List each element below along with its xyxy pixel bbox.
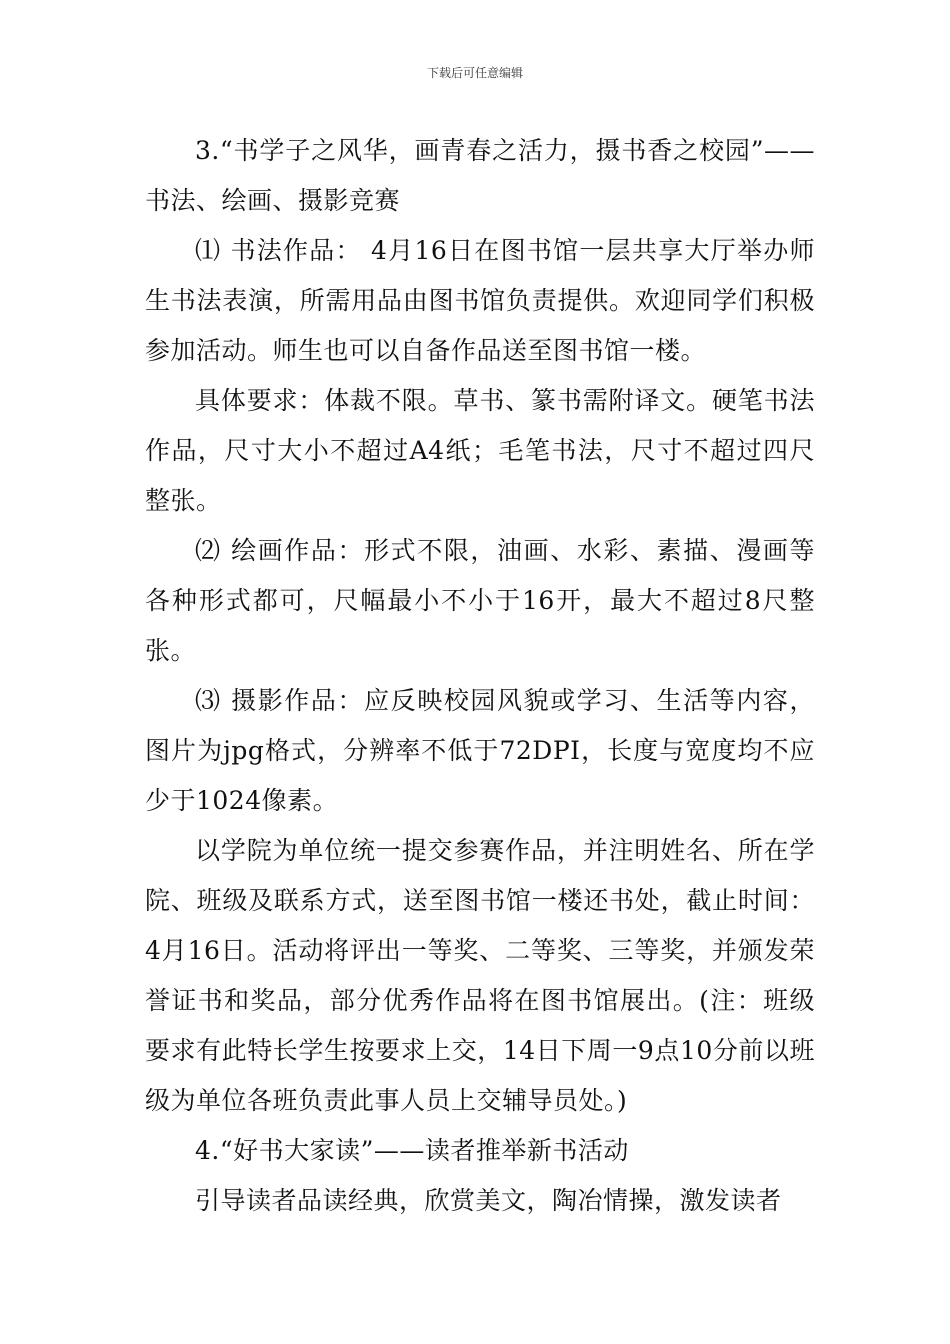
section-3-heading: 3.“书学子之风华，画青春之活力，摄书香之校园”——书法、绘画、摄影竞赛 bbox=[145, 136, 815, 215]
calligraphy-paragraph: ⑴ 书法作品： 4月16日在图书馆一层共享大厅举办师生书法表演，所需用品由图书馆负责提供。欢迎同学们积极参加活动。师生也可以自备作品送至图书馆一楼。 bbox=[145, 236, 815, 365]
photography-paragraph: ⑶ 摄影作品：应反映校园风貌或学习、生活等内容，图片为jpg格式，分辨率不低于72DPI，长度与宽度均不应少于1024像素。 bbox=[145, 686, 815, 815]
document-body bbox=[145, 126, 815, 1226]
requirements-paragraph: 具体要求：体裁不限。草书、篆书需附译文。硬笔书法作品，尺寸大小不超过A4纸；毛笔书法，尺寸不超过四尺整张。 bbox=[145, 386, 815, 515]
section-4-intro-paragraph: 引导读者品读经典，欣赏美文，陶冶情操，激发读者 bbox=[195, 1186, 782, 1215]
submission-paragraph: 以学院为单位统一提交参赛作品，并注明姓名、所在学院、班级及联系方式，送至图书馆一楼还书处，截止时间：4月16日。活动将评出一等奖、二等奖、三等奖，并颁发荣誉证书和奖品，部分优秀作品将在图书馆展出。(注：班级要求有此特长学生按要求上交，14日下周一9点10分前以班级为单位各班负责此事人员上交辅导员处。) bbox=[145, 836, 815, 1115]
page-header: 下载后可任意编辑 bbox=[426, 66, 523, 80]
section-4-heading: 4.“好书大家读”——读者推举新书活动 bbox=[195, 1136, 629, 1165]
painting-paragraph: ⑵ 绘画作品：形式不限，油画、水彩、素描、漫画等各种形式都可，尺幅最小不小于16开，最大不超过8尺整张。 bbox=[145, 536, 815, 665]
